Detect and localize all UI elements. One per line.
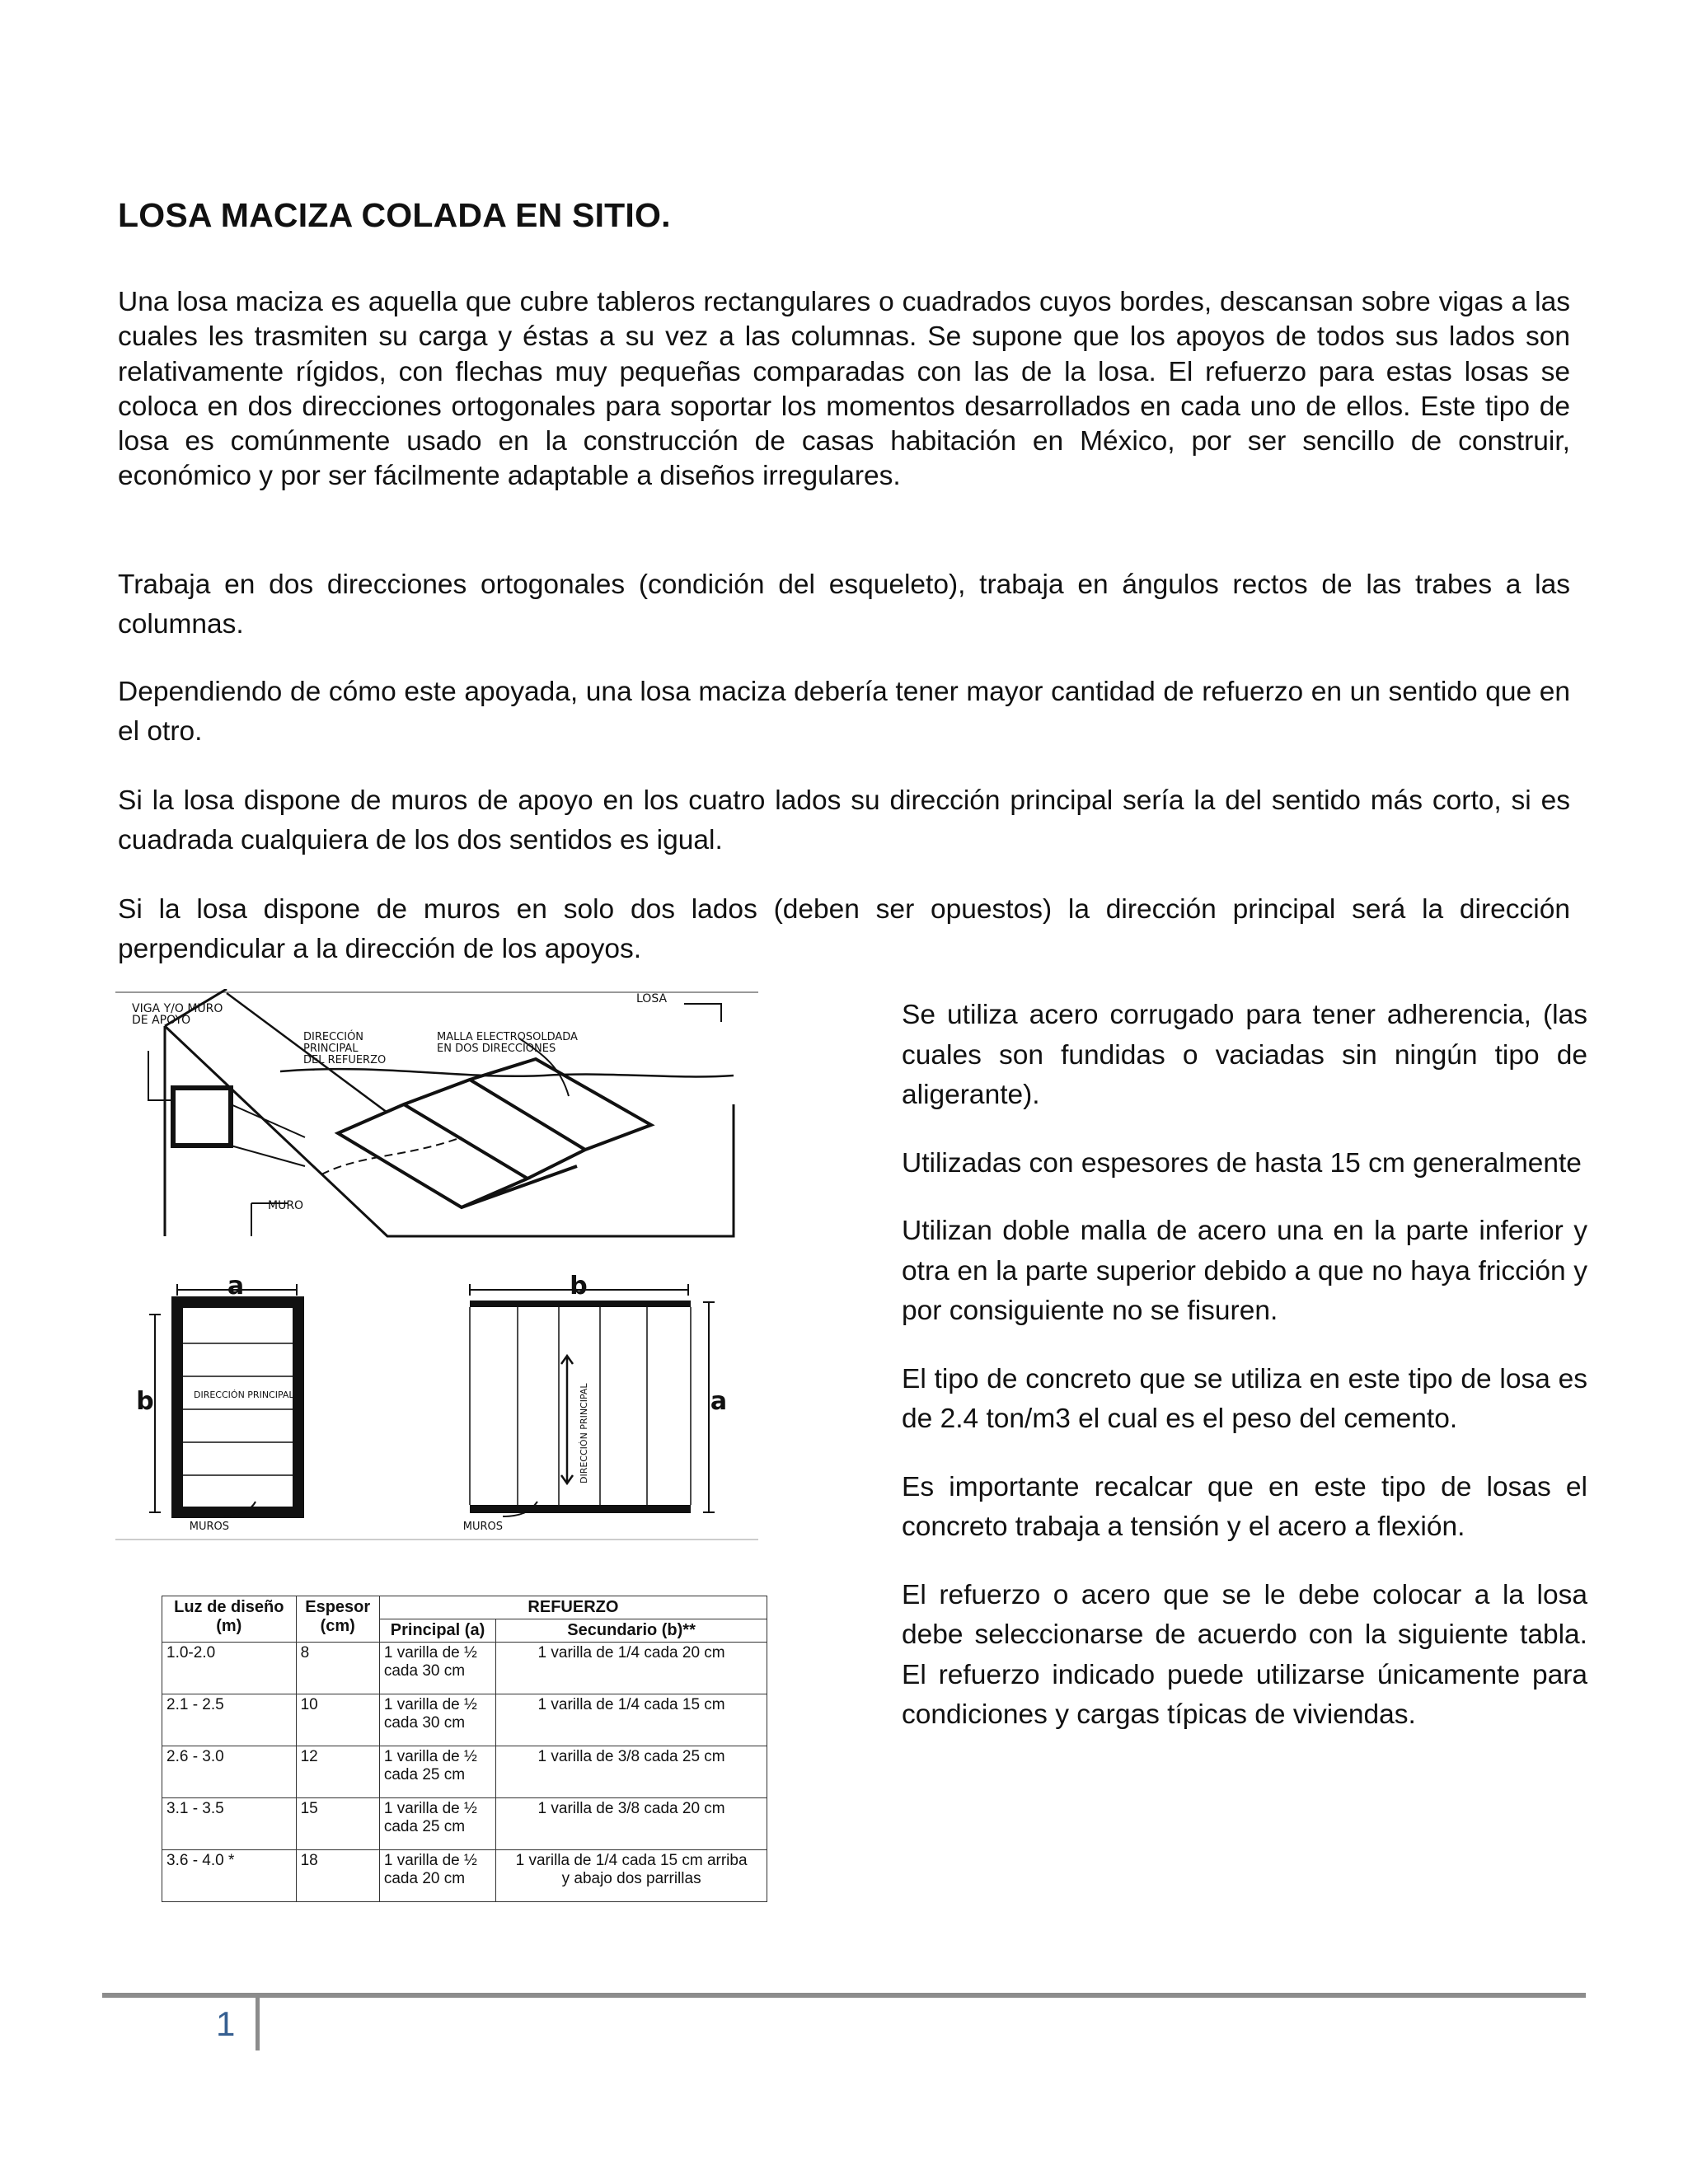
- cell-principal-line1: 1 varilla de ½: [383, 1852, 477, 1869]
- cell-principal-line1: 1 varilla de ½: [383, 1800, 477, 1817]
- page-number-divider: [256, 1998, 260, 2050]
- label-losa: LOSA: [636, 992, 668, 1005]
- right-column: [902, 996, 1587, 1764]
- plan-two-walls: [470, 1284, 715, 1516]
- table-row: [162, 1643, 767, 1694]
- header-luz-unit: (m): [216, 1617, 242, 1635]
- label-malla-1: MALLA ELECTROSOLDADA: [437, 1031, 578, 1043]
- table-row: [162, 1850, 767, 1902]
- footer-rule: [102, 1993, 1586, 1998]
- paragraph-support: Dependiendo de cómo este apoyada, una losa maciza debería tener mayor cantidad de refuerzo en un sentido que en el otro.: [118, 677, 1570, 747]
- cell-principal-line2: cada 30 cm: [383, 1662, 466, 1680]
- cell-principal: [379, 1798, 495, 1850]
- paragraph-intro: Una losa maciza es aquella que cubre tableros rectangulares o cuadrados cuyos bordes, descansan sobre vigas a las cuales les trasmiten su carga y éstas a su vez a las columnas. Se supone que los apoyos de todos sus lados son relativamente rígidos, con flechas muy pequeñas comparadas con las de la losa. El refuerzo para estas losas se coloca en dos direcciones ortogonales para soportar los momentos desarrollados en cada uno de ellos. Este tipo de losa es comúnmente usado en la construcción de casas habitación en México, por ser sencillo de construir, económico y por ser fácilmente adaptable a diseños irregulares.: [118, 287, 1570, 492]
- cell-secundario-line1: 1 varilla de 3/8 cada 20 cm: [537, 1800, 725, 1817]
- label-muros-left: MUROS: [189, 1521, 229, 1533]
- slab-diagram: [115, 989, 758, 1541]
- cell-principal-line2: cada 25 cm: [383, 1766, 466, 1783]
- label-direccion-1: DIRECCIÓN: [303, 1031, 364, 1043]
- cell-principal-line1: 1 varilla de ½: [383, 1748, 477, 1765]
- label-direccion-principal-v: DIRECCIÓN PRINCIPAL: [579, 1383, 589, 1483]
- dim-a-left: a: [227, 1272, 245, 1301]
- cell-luz: 1.0-2.0: [162, 1643, 297, 1694]
- label-muro: MURO: [268, 1199, 304, 1212]
- label-direccion-3: DEL REFUERZO: [303, 1054, 387, 1066]
- cell-secundario: [496, 1850, 767, 1902]
- cell-secundario-line1: 1 varilla de 3/8 cada 25 cm: [537, 1748, 725, 1765]
- cell-principal-line2: cada 25 cm: [383, 1818, 466, 1835]
- table-row: [162, 1694, 767, 1746]
- dim-b-right: b: [570, 1272, 588, 1301]
- paragraph-four-sides: Si la losa dispone de muros de apoyo en los cuatro lados su dirección principal sería la del sentido más corto, si es cuadrada cualquiera de los dos sentidos es igual.: [118, 785, 1570, 855]
- right-paragraph-corrugated-steel: Se utiliza acero corrugado para tener adherencia, (las cuales son fundidas o vaciadas sin ningún tipo de aligerante).: [902, 1000, 1587, 1110]
- cell-luz: 2.1 - 2.5: [162, 1694, 297, 1746]
- table-row: [162, 1798, 767, 1850]
- cell-secundario: [496, 1798, 767, 1850]
- cell-principal-line1: 1 varilla de ½: [383, 1644, 477, 1661]
- cell-secundario-line1: 1 varilla de 1/4 cada 15 cm: [537, 1696, 725, 1713]
- right-paragraph-thickness: Utilizadas con espesores de hasta 15 cm generalmente: [902, 1147, 1582, 1179]
- cell-espesor: 18: [296, 1850, 379, 1902]
- header-principal: Principal (a): [379, 1619, 495, 1643]
- cell-luz: 3.1 - 3.5: [162, 1798, 297, 1850]
- cell-luz: 2.6 - 3.0: [162, 1746, 297, 1798]
- cell-principal: [379, 1746, 495, 1798]
- cell-principal-line2: cada 30 cm: [383, 1714, 466, 1732]
- label-direccion-2: PRINCIPAL: [303, 1043, 359, 1055]
- header-espesor-unit: (cm): [320, 1617, 355, 1635]
- header-luz-label: Luz de diseño: [174, 1598, 284, 1616]
- header-refuerzo: REFUERZO: [379, 1596, 767, 1619]
- table-row: [162, 1746, 767, 1798]
- label-direccion-principal-h: DIRECCIÓN PRINCIPAL: [194, 1390, 294, 1400]
- cell-luz: 3.6 - 4.0 *: [162, 1850, 297, 1902]
- page-number: 1: [216, 2004, 236, 2043]
- paragraph-two-sides: Si la losa dispone de muros en solo dos lados (deben ser opuestos) la dirección principal será la dirección perpendicular a la dirección de los apoyos.: [118, 894, 1570, 964]
- label-viga: VIGA Y/O MURO: [132, 1002, 223, 1015]
- page-title: LOSA MACIZA COLADA EN SITIO.: [118, 196, 671, 234]
- right-paragraph-tension: Es importante recalcar que en este tipo de losas el concreto trabaja a tensión y el acero a flexión.: [902, 1471, 1587, 1542]
- plan-four-walls: [149, 1284, 298, 1516]
- header-espesor: [296, 1596, 379, 1643]
- header-espesor-label: Espesor: [305, 1598, 371, 1616]
- cell-principal-line2: cada 20 cm: [383, 1870, 466, 1887]
- cell-secundario: [496, 1643, 767, 1694]
- cell-secundario: [496, 1694, 767, 1746]
- cell-secundario-line1: 1 varilla de 1/4 cada 20 cm: [537, 1644, 725, 1661]
- cell-espesor: 8: [296, 1643, 379, 1694]
- cell-secundario: [496, 1746, 767, 1798]
- reinforcement-table-wrapper: [162, 1596, 767, 1902]
- cell-espesor: 10: [296, 1694, 379, 1746]
- cell-principal-line1: 1 varilla de ½: [383, 1696, 477, 1713]
- dim-b-left: b: [136, 1387, 154, 1416]
- dim-a-right: a: [710, 1387, 728, 1416]
- paragraph-two-directions: Trabaja en dos direcciones ortogonales (condición del esqueleto), trabaja en ángulos rectos de las trabes a las columnas.: [118, 569, 1570, 640]
- right-paragraph-table-ref: El refuerzo o acero que se le debe colocar a la losa debe seleccionarse de acuerdo con la siguiente tabla. El refuerzo indicado puede utilizarse únicamente para condiciones y cargas típicas de viviendas.: [902, 1579, 1587, 1730]
- label-malla-2: EN DOS DIRECCIONES: [437, 1043, 556, 1055]
- label-muros-right: MUROS: [462, 1521, 503, 1533]
- right-paragraph-concrete-weight: El tipo de concreto que se utiliza en este tipo de losa es de 2.4 ton/m3 el cual es el peso del cemento.: [902, 1363, 1587, 1434]
- cell-principal: [379, 1694, 495, 1746]
- label-viga-2: DE APOYO: [132, 1014, 191, 1027]
- cell-espesor: 12: [296, 1746, 379, 1798]
- cell-secundario-line2: y abajo dos parrillas: [561, 1870, 701, 1887]
- reinforcement-table: [162, 1596, 767, 1902]
- right-paragraph-double-mesh: Utilizan doble malla de acero una en la parte inferior y otra en la parte superior debido a que no haya fricción y por consiguiente no se fisuren.: [902, 1216, 1587, 1326]
- header-luz: [162, 1596, 297, 1643]
- cell-secundario-line1: 1 varilla de 1/4 cada 15 cm arriba: [515, 1852, 748, 1869]
- cell-principal: [379, 1850, 495, 1902]
- cell-principal: [379, 1643, 495, 1694]
- header-secundario: Secundario (b)**: [496, 1619, 767, 1643]
- cell-espesor: 15: [296, 1798, 379, 1850]
- slab-perspective-drawing: [115, 989, 758, 1236]
